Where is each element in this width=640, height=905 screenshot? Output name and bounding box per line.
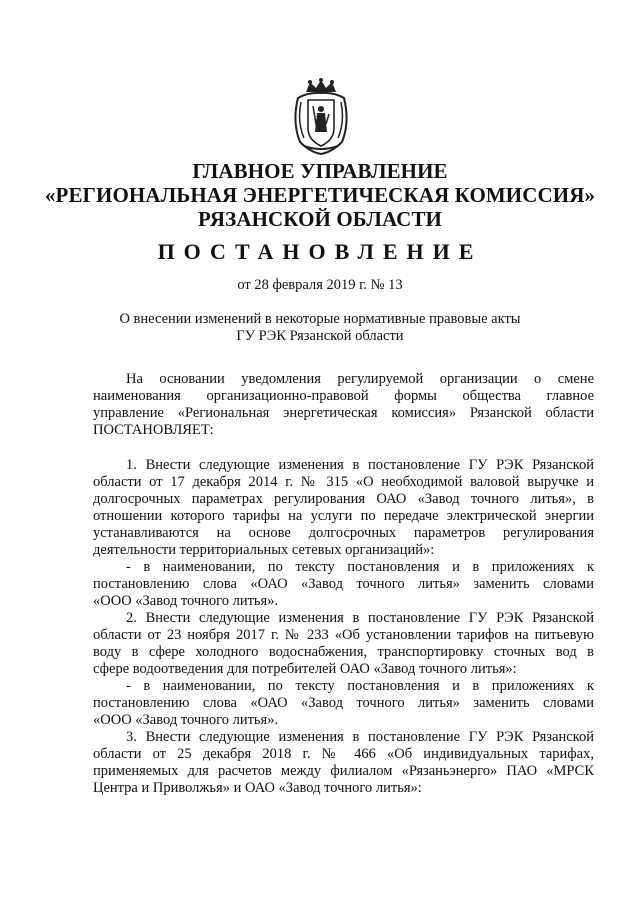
body-line: области от 25 декабря 2018 г. № 466 «Об индивидуальных тарифах, bbox=[93, 746, 594, 762]
body-line: устанавливаются на основе долгосрочных параметров регулирования bbox=[93, 525, 594, 541]
body-line: воду в сфере холодного водоснабжения, транспортировку сточных вод в bbox=[93, 644, 594, 660]
body-line: деятельности территориальных сетевых организаций»: bbox=[93, 542, 435, 558]
document-date-number: от 28 февраля 2019 г. № 13 bbox=[237, 277, 403, 293]
body-line: управление «Региональная энергетическая комиссия» Рязанской области bbox=[93, 405, 594, 421]
document-title: ПОСТАНОВЛЕНИЕ bbox=[157, 239, 483, 264]
body-line: «ООО «Завод точного литья». bbox=[93, 712, 279, 728]
body-line: 1. Внести следующие изменения в постановление ГУ РЭК Рязанской bbox=[126, 457, 594, 473]
body-line: отношении которого тарифы на услуги по передаче электрической энергии bbox=[93, 508, 594, 524]
body-line: сфере водоотведения для потребителей ОАО «Завод точного литья»: bbox=[93, 661, 517, 677]
body-line: 3. Внести следующие изменения в постановление ГУ РЭК Рязанской bbox=[126, 729, 594, 745]
body-line: долгосрочных параметрах регулирования ОАО «Завод точного литья», в bbox=[93, 491, 594, 507]
body-line: 2. Внести следующие изменения в постановление ГУ РЭК Рязанской bbox=[126, 610, 594, 626]
body-line: применяемых для расчетов между филиалом «Рязаньэнерго» ПАО «МРСК bbox=[93, 763, 594, 779]
body-line: Центра и Приволжья» и ОАО «Завод точного литья»: bbox=[93, 780, 422, 796]
body-line: постановлению слова «ОАО «Завод точного литья» заменить словами bbox=[93, 576, 594, 592]
body-line: области от 17 декабря 2014 г. № 315 «О необходимой валовой выручке и bbox=[93, 474, 594, 490]
authority-name-line-3: РЯЗАНСКОЙ ОБЛАСТИ bbox=[198, 207, 442, 231]
coat-of-arms-emblem bbox=[290, 78, 352, 156]
subject-line-2: ГУ РЭК Рязанской области bbox=[236, 328, 404, 344]
body-line: На основании уведомления регулируемой организации о смене bbox=[126, 371, 594, 387]
authority-name-line-2: «РЕГИОНАЛЬНАЯ ЭНЕРГЕТИЧЕСКАЯ КОМИССИЯ» bbox=[44, 183, 596, 207]
body-line: - в наименовании, по тексту постановления и в приложениях к bbox=[126, 678, 594, 694]
body-line: ПОСТАНОВЛЯЕТ: bbox=[93, 422, 214, 438]
body-line: области от 23 ноября 2017 г. № 233 «Об установлении тарифов на питьевую bbox=[93, 627, 594, 643]
authority-name-line-1: ГЛАВНОЕ УПРАВЛЕНИЕ bbox=[192, 159, 448, 183]
body-line: наименования организационно-правовой формы общества главное bbox=[93, 388, 594, 404]
body-line: - в наименовании, по тексту постановления и в приложениях к bbox=[126, 559, 594, 575]
subject-line-1: О внесении изменений в некоторые нормативные правовые акты bbox=[119, 311, 521, 327]
body-line: постановлению слова «ОАО «Завод точного литья» заменить словами bbox=[93, 695, 594, 711]
body-line: «ООО «Завод точного литья». bbox=[93, 593, 279, 609]
